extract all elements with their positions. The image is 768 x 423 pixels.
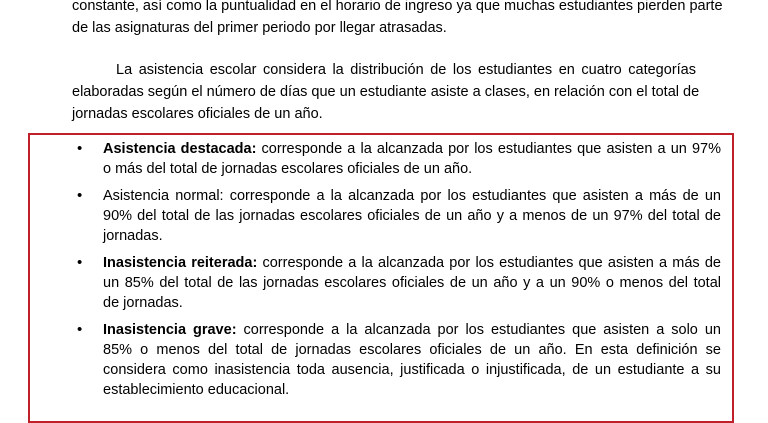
item-line: un 85% del total de las jornadas escolares oficiales de un año y a un 90% o menos del total (103, 275, 721, 291)
paragraph-line: La asistencia escolar considera la distribución de los estudiantes en cuatro categorías (116, 62, 696, 78)
list-item (77, 139, 721, 179)
category-term: Inasistencia grave: (103, 322, 237, 338)
list-item (77, 320, 721, 400)
category-term: Asistencia destacada: (103, 141, 257, 157)
bullet-icon: • (77, 187, 83, 204)
category-term: Inasistencia reiterada: (103, 255, 258, 271)
paragraph-line: elaboradas según el número de días que un estudiante asiste a clases, en relación con el total de (72, 84, 700, 100)
list-item (77, 253, 721, 313)
item-line: de jornadas. (103, 295, 183, 311)
paragraph-line: de las asignaturas del primer periodo por llegar atrasadas. (72, 20, 447, 36)
category-text: Asistencia normal: corresponde a la alcanzada por los estudiantes que asisten a más de un (103, 188, 721, 204)
item-line (103, 253, 721, 273)
item-line (103, 139, 721, 159)
item-line (103, 186, 721, 206)
bullet-icon: • (77, 254, 83, 271)
item-line: 90% del total de las jornadas escolares oficiales de un año y a menos de un 97% del total de (103, 208, 721, 224)
intro-paragraph (72, 0, 723, 39)
item-line: o más del total de jornadas escolares oficiales de un año. (103, 161, 473, 177)
item-line: 85% o menos del total de jornadas escolares oficiales de un año. En esta definición se (103, 342, 721, 358)
bullet-icon: • (77, 321, 83, 338)
item-line: jornadas. (103, 228, 163, 244)
item-line: establecimiento educacional. (103, 382, 290, 398)
bullet-icon: • (77, 140, 83, 157)
paragraph-line: constante, así como la puntualidad en el horario de ingreso ya que muchas estudiantes pierden parte (72, 0, 723, 14)
paragraph-line: jornadas escolares oficiales de un año. (72, 106, 323, 122)
list-item (77, 186, 721, 246)
item-line (103, 320, 721, 340)
category-text: corresponde a la alcanzada por los estudiantes que asisten a un 97% (256, 141, 721, 157)
category-text: corresponde a la alcanzada por los estudiantes que asisten a más de (257, 255, 721, 271)
item-line: considera como inasistencia toda ausencia, justificada o injustificada, de un estudiante a su (103, 362, 721, 378)
category-text: corresponde a la alcanzada por los estudiantes que asisten a solo un (236, 322, 721, 338)
attendance-categories-list (77, 139, 721, 407)
attendance-definition-paragraph (72, 59, 700, 125)
